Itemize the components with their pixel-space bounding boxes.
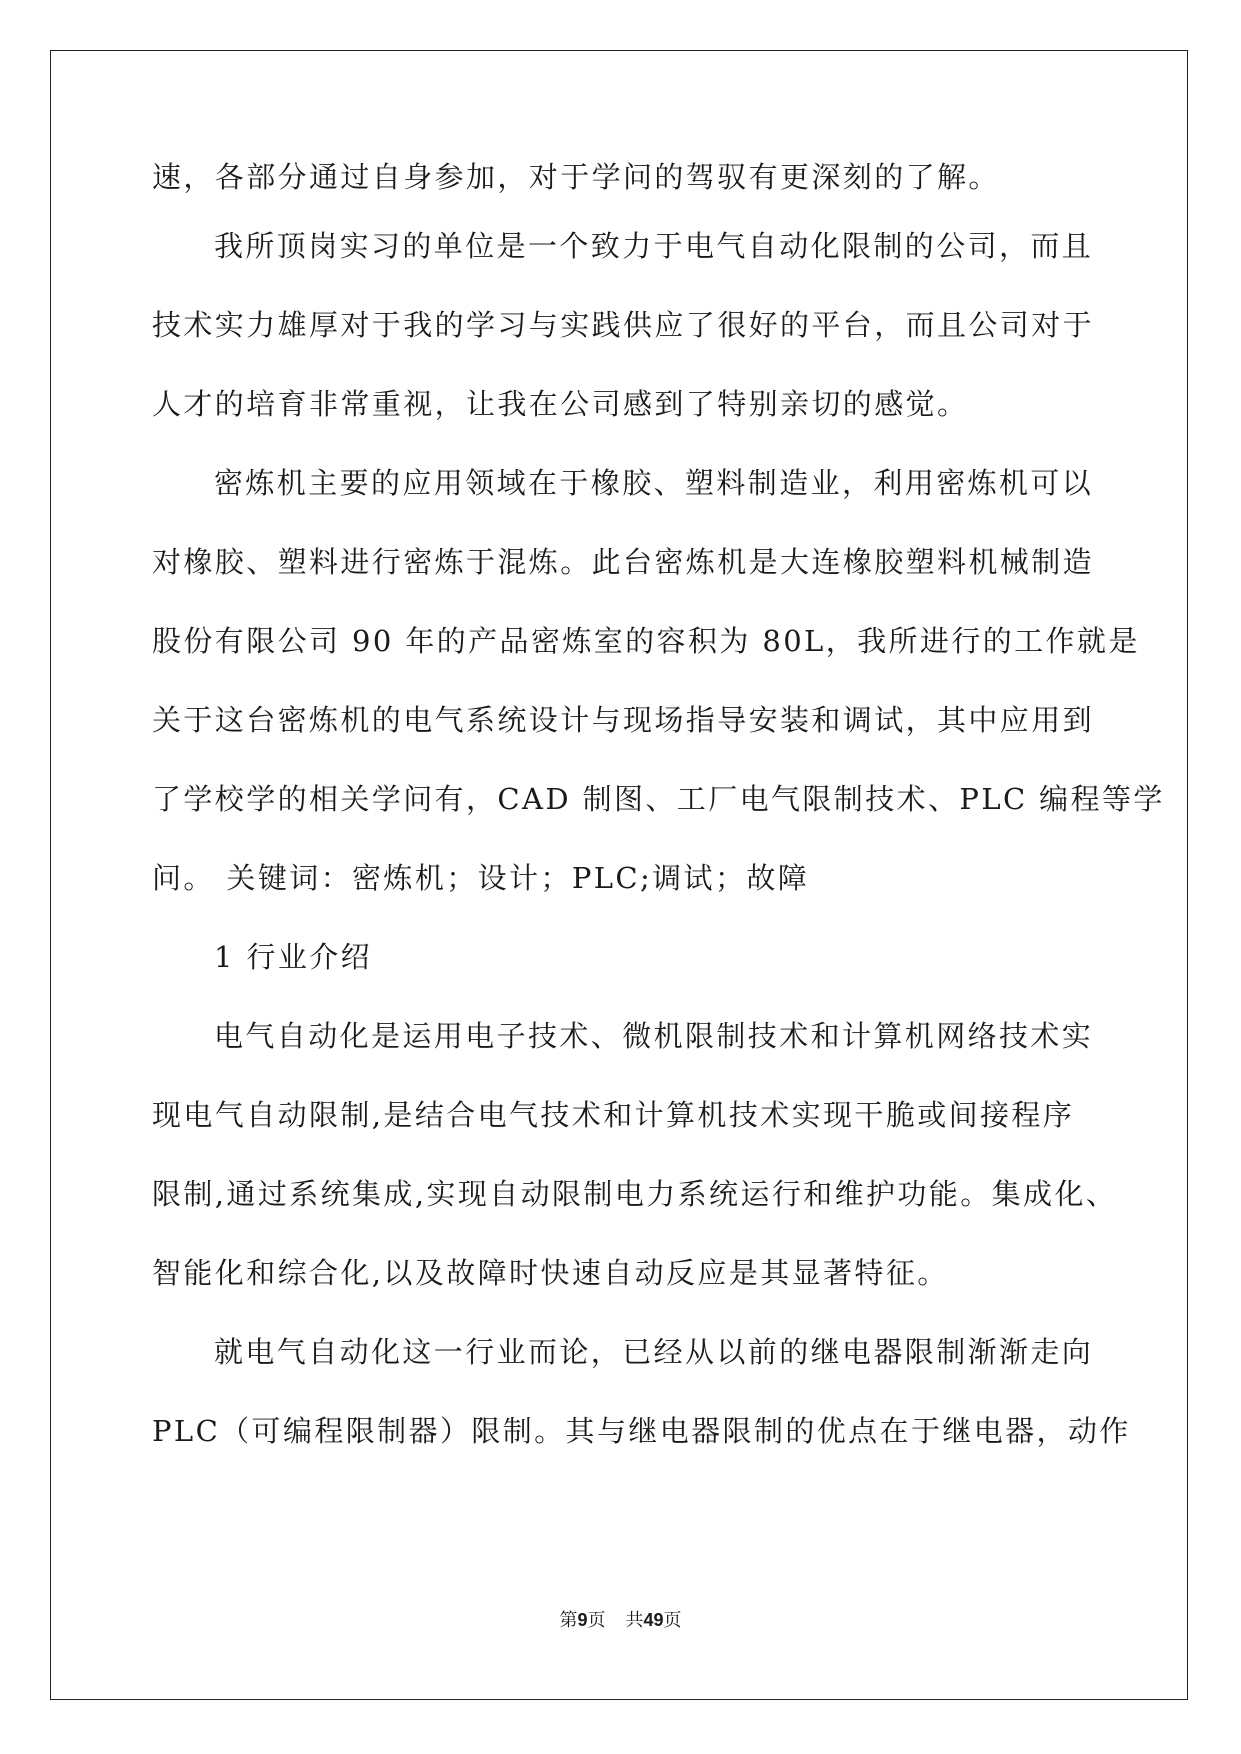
page-suffix: 页 bbox=[587, 1610, 606, 1630]
paragraph-first-line: 电气自动化是运用电子技术、微机限制技术和计算机网络技术实 bbox=[214, 1019, 1094, 1053]
page-number: 9 bbox=[577, 1610, 588, 1630]
page-footer bbox=[0, 1608, 1241, 1632]
section-heading: 1 行业介绍 bbox=[214, 940, 373, 974]
text-line: PLC（可编程限制器）限制。其与继电器限制的优点在于继电器，动作 bbox=[152, 1414, 1131, 1448]
text-line: 关于这台密炼机的电气系统设计与现场指导安装和调试，其中应用到 bbox=[152, 703, 1095, 737]
text-line: 现电气自动限制,是结合电气技术和计算机技术实现干脆或间接程序 bbox=[152, 1098, 1075, 1132]
paragraph-first-line: 密炼机主要的应用领域在于橡胶、塑料制造业，利用密炼机可以 bbox=[214, 466, 1094, 500]
text-line: 智能化和综合化,以及故障时快速自动反应是其显著特征。 bbox=[152, 1256, 949, 1290]
paragraph-first-line: 我所顶岗实习的单位是一个致力于电气自动化限制的公司，而且 bbox=[214, 229, 1094, 263]
text-line: 限制,通过系统集成,实现自动限制电力系统运行和维护功能。集成化、 bbox=[152, 1177, 1118, 1211]
text-line: 技术实力雄厚对于我的学习与实践供应了很好的平台，而且公司对于 bbox=[152, 308, 1095, 342]
text-line: 股份有限公司 90 年的产品密炼室的容积为 80L，我所进行的工作就是 bbox=[152, 624, 1140, 658]
total-prefix: 共 bbox=[625, 1610, 644, 1630]
text-line: 了学校学的相关学问有，CAD 制图、工厂电气限制技术、PLC 编程等学 bbox=[152, 782, 1165, 816]
page-prefix: 第 bbox=[559, 1610, 578, 1630]
total-pages: 49 bbox=[643, 1610, 664, 1630]
total-suffix: 页 bbox=[663, 1610, 682, 1630]
paragraph-first-line: 就电气自动化这一行业而论，已经从以前的继电器限制渐渐走向 bbox=[214, 1335, 1094, 1369]
text-line: 对橡胶、塑料进行密炼于混炼。此台密炼机是大连橡胶塑料机械制造 bbox=[152, 545, 1095, 579]
text-line: 人才的培育非常重视，让我在公司感到了特别亲切的感觉。 bbox=[152, 387, 969, 421]
text-line: 速，各部分通过自身参加，对于学问的驾驭有更深刻的了解。 bbox=[152, 160, 1000, 194]
keywords-line: 问。 关键词：密炼机；设计；PLC;调试；故障 bbox=[152, 861, 810, 895]
